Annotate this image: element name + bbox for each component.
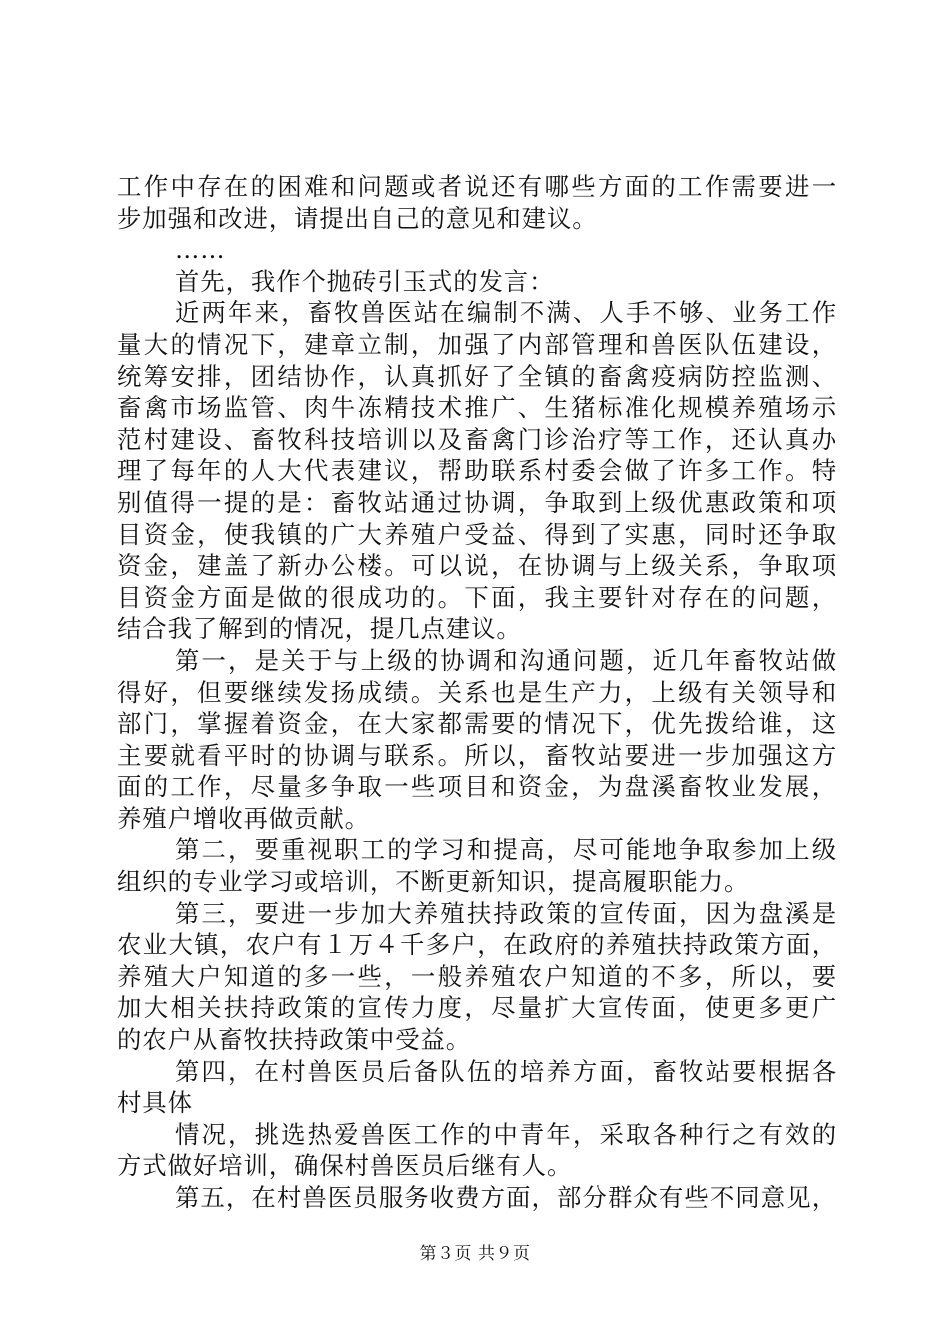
text-line: 量大的情况下，建章立制，加强了内部管理和兽医队伍建设， bbox=[117, 329, 837, 359]
text-line: 理了每年的人大代表建议，帮助联系村委会做了许多工作。特 bbox=[117, 456, 837, 486]
text-line: 方式做好培训，确保村兽医员后继有人。 bbox=[117, 1151, 573, 1181]
text-line: 目资金，使我镇的广大养殖户受益、得到了实惠，同时还争取 bbox=[117, 519, 837, 549]
text-line: 养殖户增收再做贡献。 bbox=[117, 803, 370, 833]
text-line: 畜禽市场监管、肉牛冻精技术推广、生猪标准化规模养殖场示 bbox=[117, 393, 837, 423]
text-line: 的农户从畜牧扶持政策中受益。 bbox=[117, 1025, 472, 1055]
text-line: 主要就看平时的协调与联系。所以，畜牧站要进一步加强这方 bbox=[117, 740, 837, 770]
text-line: 农业大镇，农户有１万４千多户，在政府的养殖扶持政策方面， bbox=[117, 930, 837, 960]
text-line: 情况，挑选热爱兽医工作的中青年，采取各种行之有效的 bbox=[175, 1119, 837, 1149]
text-line: 养殖大户知道的多一些，一般养殖农户知道的不多，所以，要 bbox=[117, 961, 837, 991]
text-line: 加大相关扶持政策的宣传力度，尽量扩大宣传面，使更多更广 bbox=[117, 993, 837, 1023]
text-line: 部门，掌握着资金，在大家都需要的情况下，优先拨给谁，这 bbox=[117, 709, 837, 739]
text-line: 目资金方面是做的很成功的。下面，我主要针对存在的问题， bbox=[117, 582, 837, 612]
text-line: 第二，要重视职工的学习和提高，尽可能地争取参加上级 bbox=[175, 835, 837, 865]
text-line: 第四，在村兽医员后备队伍的培养方面，畜牧站要根据各 bbox=[175, 1056, 837, 1086]
page-footer: 第３页 共９页 bbox=[419, 1244, 531, 1264]
text-line: 得好，但要继续发扬成绩。关系也是生产力，上级有关领导和 bbox=[117, 677, 837, 707]
text-line: 组织的专业学习或培训，不断更新知识，提高履职能力。 bbox=[117, 867, 750, 897]
text-line: 别值得一提的是：畜牧站通过协调，争取到上级优惠政策和项 bbox=[117, 487, 837, 517]
text-line: 统筹安排，团结协作，认真抓好了全镇的畜禽疫病防控监测、 bbox=[117, 361, 837, 391]
text-line: 资金，建盖了新办公楼。可以说，在协调与上级关系，争取项 bbox=[117, 551, 837, 581]
document-body bbox=[117, 171, 837, 1214]
text-line: 第一，是关于与上级的协调和沟通问题，近几年畜牧站做 bbox=[175, 645, 837, 675]
text-line: 首先，我作个抛砖引玉式的发言： bbox=[175, 266, 555, 296]
text-line: …… bbox=[175, 235, 226, 265]
text-line: 结合我了解到的情况，提几点建议。 bbox=[117, 614, 522, 644]
text-line: 近两年来，畜牧兽医站在编制不满、人手不够、业务工作 bbox=[175, 298, 837, 328]
text-line: 步加强和改进，请提出自己的意见和建议。 bbox=[117, 203, 598, 233]
text-line: 工作中存在的困难和问题或者说还有哪些方面的工作需要进一 bbox=[117, 172, 837, 201]
text-line: 第五，在村兽医员服务收费方面，部分群众有些不同意见， bbox=[175, 1183, 837, 1212]
text-line: 村具体 bbox=[117, 1088, 193, 1118]
text-line: 面的工作，尽量多争取一些项目和资金，为盘溪畜牧业发展， bbox=[117, 772, 837, 802]
text-line: 第三，要进一步加大养殖扶持政策的宣传面，因为盘溪是 bbox=[175, 898, 837, 928]
text-line: 范村建设、畜牧科技培训以及畜禽门诊治疗等工作，还认真办 bbox=[117, 424, 837, 454]
